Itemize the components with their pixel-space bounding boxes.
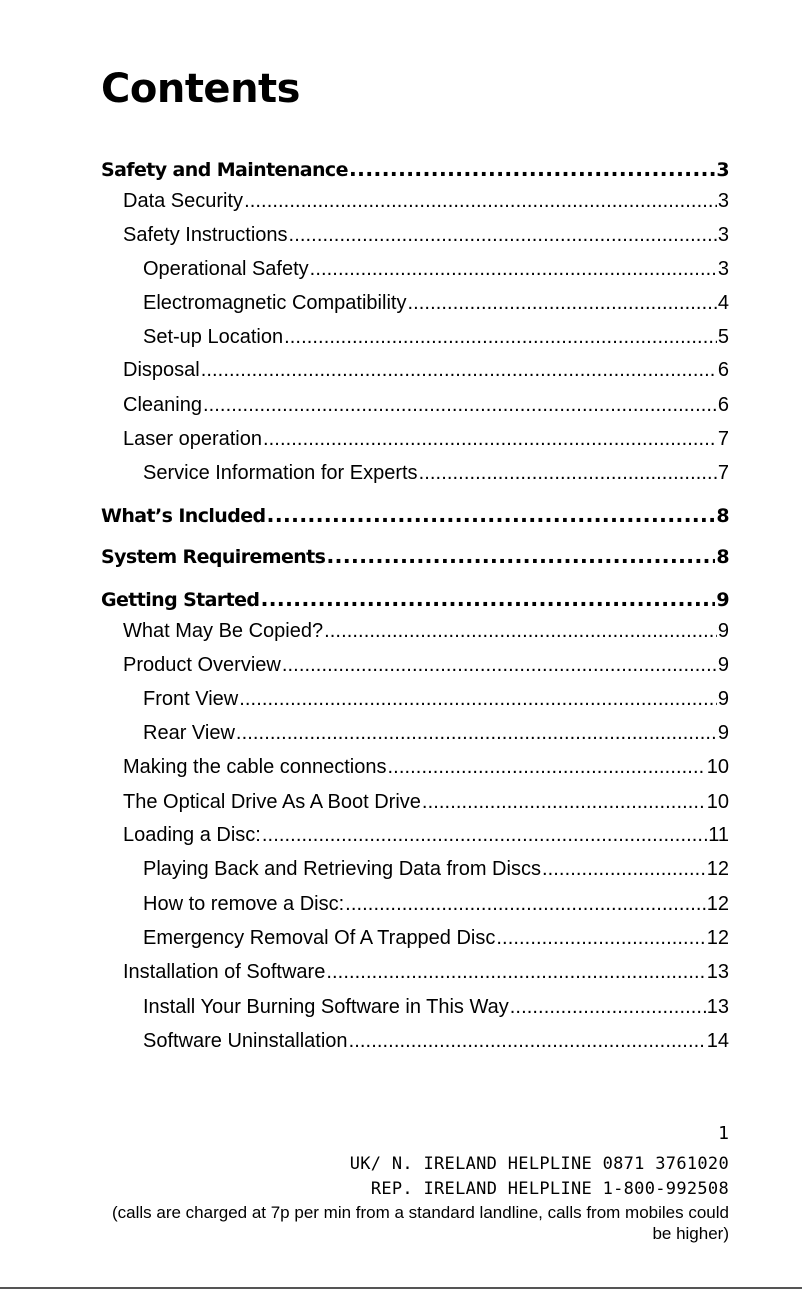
toc-label: Operational Safety: [143, 258, 309, 280]
toc-label: Safety Instructions: [123, 224, 288, 246]
toc-dot-leader: [349, 1030, 706, 1053]
toc-dot-leader: [419, 462, 717, 485]
toc-dot-leader: [542, 858, 706, 881]
toc-label: Product Overview: [123, 654, 281, 676]
toc-page-number: 13: [706, 996, 729, 1018]
toc-page-number: 12: [706, 858, 729, 880]
toc-label: How to remove a Disc:: [143, 893, 345, 915]
toc-dot-leader: [422, 791, 706, 814]
toc-dot-leader: [236, 722, 717, 745]
toc-dot-leader: [262, 824, 707, 847]
toc-page-number: 3: [717, 224, 729, 246]
toc-label: Disposal: [123, 359, 200, 381]
toc-subentry[interactable]: [143, 858, 729, 881]
toc-page-number: 5: [717, 326, 729, 348]
toc-entry[interactable]: [123, 824, 729, 847]
toc-dot-leader: [326, 961, 705, 984]
toc-subentry[interactable]: [143, 462, 729, 485]
toc-label: Software Uninstallation: [143, 1030, 348, 1052]
toc-dot-leader: [260, 587, 715, 611]
toc-label: Install Your Burning Software in This Way: [143, 996, 509, 1018]
toc-page-number: 4: [717, 292, 729, 314]
toc-label: Loading a Disc:: [123, 824, 261, 846]
toc-label: Cleaning: [123, 394, 202, 416]
toc-dot-leader: [239, 688, 717, 711]
page-number: 1: [718, 1123, 729, 1144]
toc-page-number: 9: [717, 688, 729, 710]
toc-label: Rear View: [143, 722, 235, 744]
toc-dot-leader: [388, 756, 706, 779]
toc-page-number: 13: [706, 961, 729, 983]
toc-dot-leader: [326, 544, 715, 568]
toc-page-number: 9: [717, 654, 729, 676]
toc-page-number: 11: [708, 824, 729, 846]
toc-page-number: 12: [706, 893, 729, 915]
toc-subentry[interactable]: [143, 1030, 729, 1053]
toc-subentry[interactable]: [143, 893, 729, 916]
bottom-divider: [0, 1287, 802, 1289]
toc-section[interactable]: [101, 544, 729, 568]
toc-entry[interactable]: [123, 428, 729, 451]
toc-label: Service Information for Experts: [143, 462, 418, 484]
toc-label: What May Be Copied?: [123, 620, 324, 642]
toc-page-number: 3: [716, 159, 729, 181]
toc-dot-leader: [282, 654, 717, 677]
toc-section[interactable]: [101, 503, 729, 527]
toc-entry[interactable]: [123, 394, 729, 417]
toc-entry[interactable]: [123, 620, 729, 643]
toc-subentry[interactable]: [143, 996, 729, 1019]
toc-entry[interactable]: [123, 756, 729, 779]
toc-page-number: 8: [716, 505, 729, 527]
toc-section[interactable]: [101, 157, 729, 181]
toc-page-number: 14: [706, 1030, 729, 1052]
toc-label: The Optical Drive As A Boot Drive: [123, 791, 421, 813]
toc-page-number: 12: [706, 927, 729, 949]
toc-page-number: 10: [706, 756, 729, 778]
toc-entry[interactable]: [123, 654, 729, 677]
toc-dot-leader: [289, 224, 717, 247]
toc-entry[interactable]: [123, 224, 729, 247]
toc-entry[interactable]: [123, 961, 729, 984]
toc-dot-leader: [310, 258, 717, 281]
toc-page-number: 6: [717, 394, 729, 416]
toc-page-number: 9: [717, 722, 729, 744]
toc-page-number: 10: [706, 791, 729, 813]
toc-page-number: 8: [716, 546, 729, 568]
toc-label: Safety and Maintenance: [101, 159, 348, 181]
toc-label: Making the cable connections: [123, 756, 387, 778]
toc-subentry[interactable]: [143, 722, 729, 745]
toc-label: What’s Included: [101, 505, 266, 527]
toc-page-number: 6: [717, 359, 729, 381]
toc-entry[interactable]: [123, 791, 729, 814]
toc-dot-leader: [284, 326, 717, 349]
toc-label: Emergency Removal Of A Trapped Disc: [143, 927, 496, 949]
toc-page-number: 3: [717, 258, 729, 280]
toc-page-number: 7: [717, 428, 729, 450]
helpline-uk: UK/ N. IRELAND HELPLINE 0871 3761020: [349, 1154, 729, 1174]
toc-subentry[interactable]: [143, 258, 729, 281]
toc-label: Front View: [143, 688, 239, 710]
toc-subentry[interactable]: [143, 927, 729, 950]
toc-dot-leader: [267, 503, 716, 527]
toc-subentry[interactable]: [143, 292, 729, 315]
toc-page-number: 9: [717, 620, 729, 642]
toc-label: Set-up Location: [143, 326, 284, 348]
toc-subentry[interactable]: [143, 326, 729, 349]
toc-dot-leader: [496, 927, 705, 950]
toc-page-number: 9: [716, 589, 729, 611]
toc-entry[interactable]: [123, 190, 729, 213]
toc-dot-leader: [201, 359, 717, 382]
helpline-ireland: REP. IRELAND HELPLINE 1-800-992508: [370, 1179, 729, 1199]
toc-entry[interactable]: [123, 359, 729, 382]
toc-dot-leader: [510, 996, 706, 1019]
toc-label: Laser operation: [123, 428, 262, 450]
toc-label: Data Security: [123, 190, 244, 212]
call-charge-note: (calls are charged at 7p per min from a standard landline, calls from mobiles could be higher): [111, 1203, 729, 1243]
toc-dot-leader: [345, 893, 706, 916]
toc-dot-leader: [407, 292, 716, 315]
toc-dot-leader: [324, 620, 717, 643]
toc-label: Playing Back and Retrieving Data from Discs: [143, 858, 541, 880]
toc-dot-leader: [244, 190, 717, 213]
toc-label: Getting Started: [101, 589, 260, 611]
toc-dot-leader: [203, 394, 717, 417]
toc-label: System Requirements: [101, 546, 326, 568]
toc-subentry[interactable]: [143, 688, 729, 711]
toc-label: Electromagnetic Compatibility: [143, 292, 407, 314]
toc-page-number: 7: [717, 462, 729, 484]
toc-dot-leader: [263, 428, 717, 451]
toc-section[interactable]: [101, 587, 729, 611]
toc-page-number: 3: [717, 190, 729, 212]
toc-label: Installation of Software: [123, 961, 326, 983]
page-title: Contents: [101, 66, 300, 112]
toc-dot-leader: [349, 157, 716, 181]
